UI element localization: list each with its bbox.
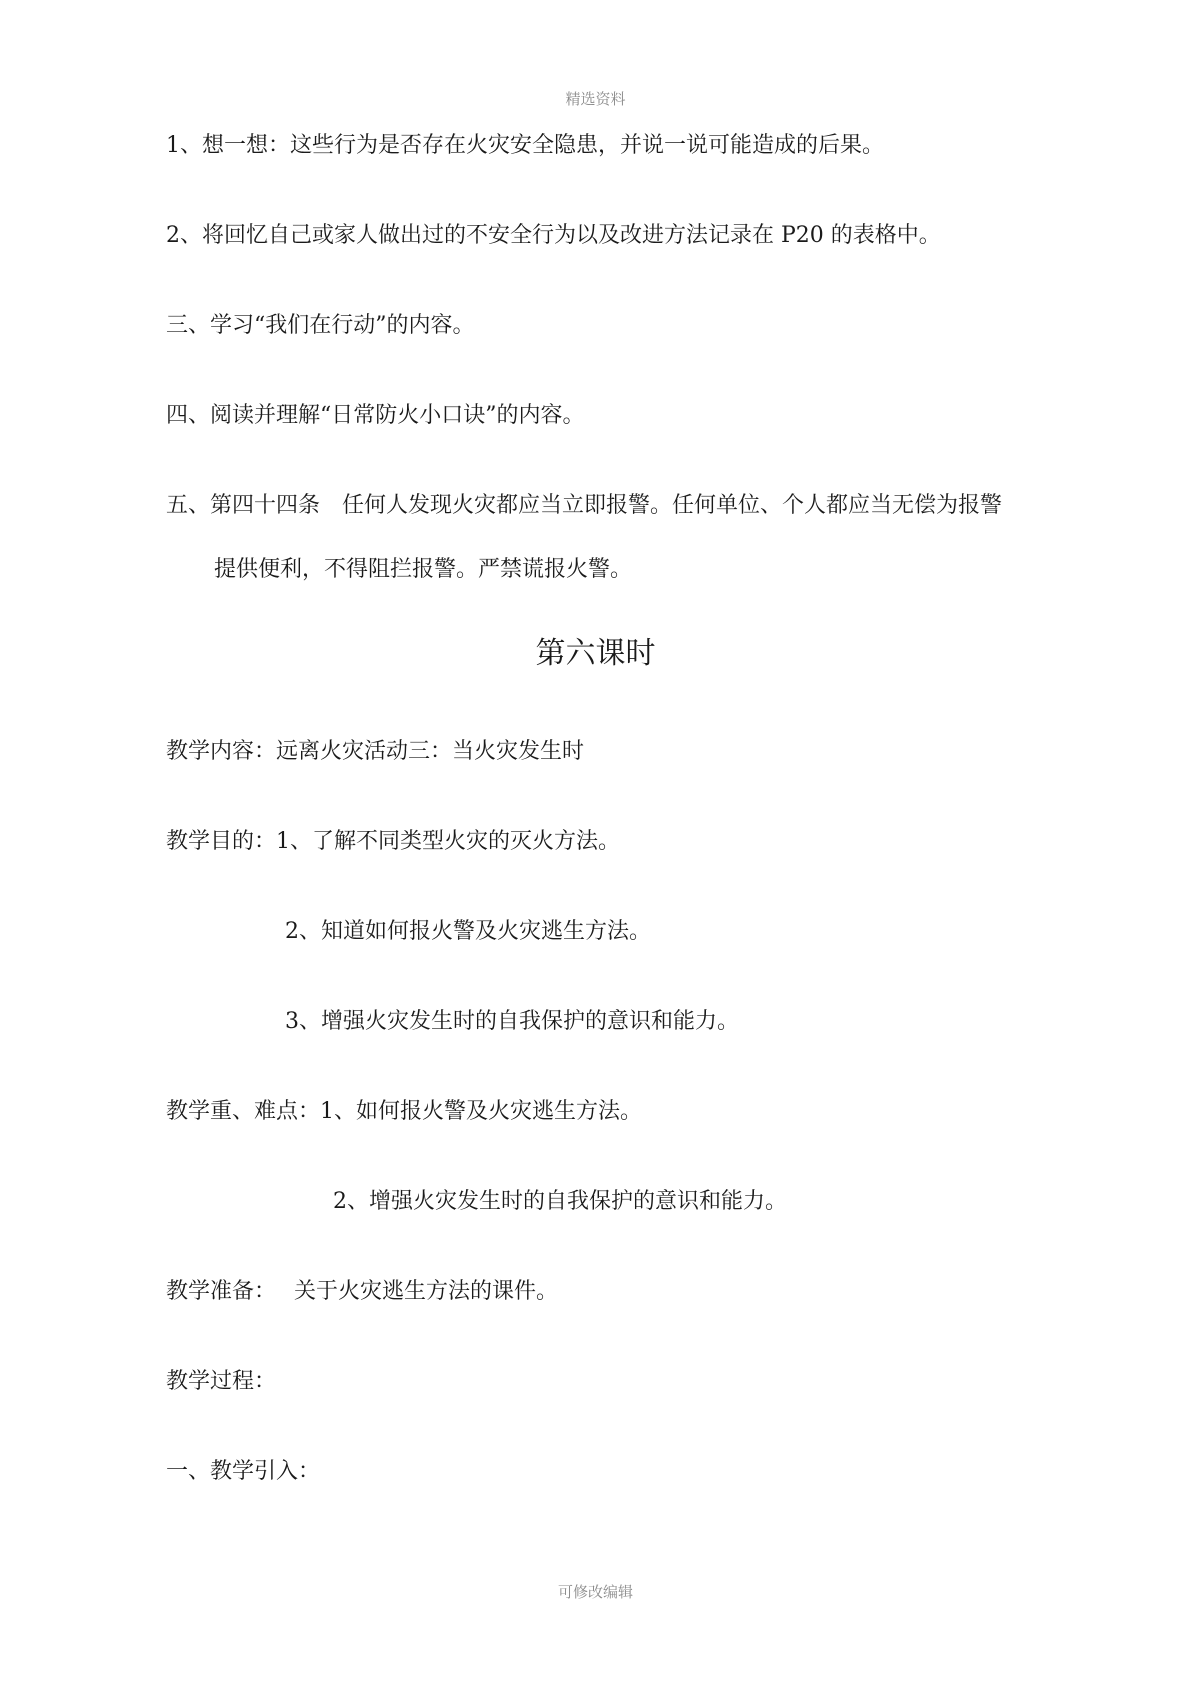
text-line: 提供便利，不得阻拦报警。严禁谎报火警。: [214, 557, 633, 582]
lesson-goal: 3、增强火灾发生时的自我保护的意识和能力。: [285, 1009, 739, 1034]
lesson-preparation: 教学准备： 关于火灾逃生方法的课件。: [166, 1279, 558, 1304]
lesson-key-point: 教学重、难点：1、如何报火警及火灾逃生方法。: [166, 1099, 642, 1124]
lesson-key-point: 2、增强火灾发生时的自我保护的意识和能力。: [333, 1189, 787, 1214]
lesson-goal: 2、知道如何报火警及火灾逃生方法。: [285, 919, 651, 944]
page-footer: 可修改编辑: [557, 1583, 633, 1601]
text-line: 五、第四十四条 任何人发现火灾都应当立即报警。任何单位、个人都应当无偿为报警: [166, 493, 1003, 518]
text-line: 四、阅读并理解“日常防火小口诀”的内容。: [166, 403, 585, 428]
text-line: 1、想一想：这些行为是否存在火灾安全隐患，并说一说可能造成的后果。: [166, 133, 884, 158]
text-line: 三、学习“我们在行动”的内容。: [166, 313, 475, 338]
text-line: 2、将回忆自己或家人做出过的不安全行为以及改进方法记录在 P20 的表格中。: [166, 223, 941, 248]
lesson-intro: 一、教学引入：: [166, 1459, 321, 1484]
lesson-goal: 教学目的：1、了解不同类型火灾的灭火方法。: [166, 829, 620, 854]
section-title: 第六课时: [535, 636, 656, 671]
lesson-content: 教学内容：远离火灾活动三：当火灾发生时: [166, 739, 585, 764]
lesson-process: 教学过程：: [166, 1369, 277, 1394]
page-header: 精选资料: [565, 90, 626, 108]
